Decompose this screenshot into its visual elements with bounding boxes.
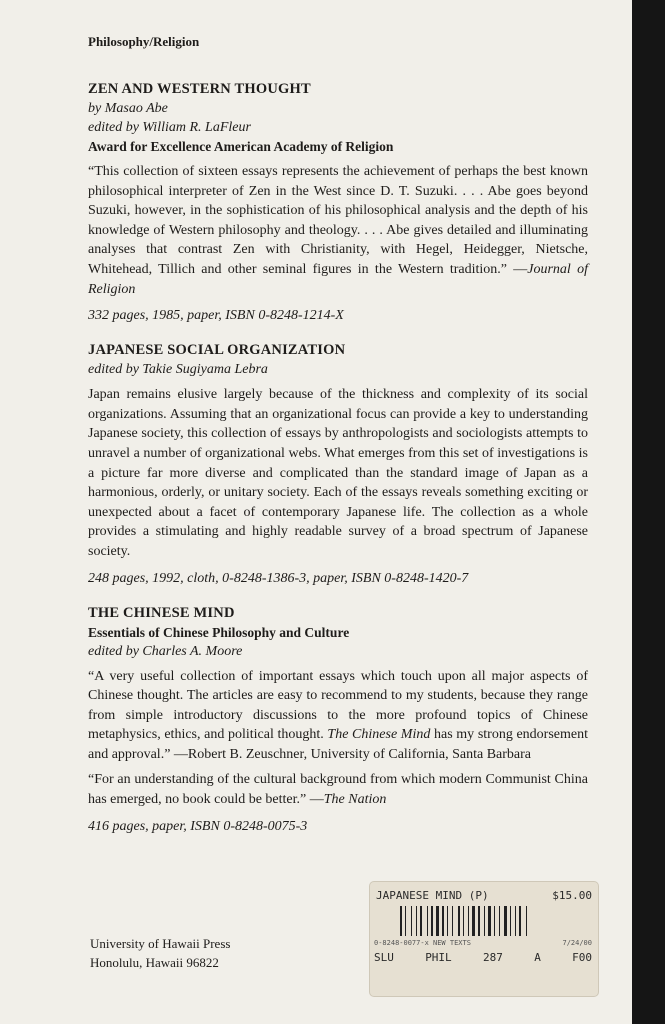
publisher-address: Honolulu, Hawaii 96822 — [90, 955, 219, 970]
quote-source: The Nation — [323, 792, 387, 808]
book-review-quote: “This collection of sixteen essays represents the achievement of perhaps the best known philosophical interpreter of Zen in the West since D. T. Suzuki. . . . Abe goes beyond Suzuki, however, in the sophistication of his philosophical analysis and the depth of his knowledge of Western philosophy and theology. . . . Abe gives detailed and illuminating analyses that contrast Zen with Christianity, with Hegel, Heidegger, Nietsche, Whitehead, Tillich and other seminal figures in the Western tradition.” —Journal of Religion — [88, 164, 588, 297]
sticker-title: JAPANESE MIND (P) — [376, 889, 489, 902]
sticker-section: F00 — [572, 951, 592, 964]
book-pubinfo: 248 pages, 1992, cloth, 0-8248-1386-3, paper, ISBN 0-8248-1420-7 — [88, 570, 469, 586]
publisher-name: University of Hawaii Press — [90, 936, 231, 951]
book-award: Award for Excellence American Academy of Religion — [88, 139, 394, 154]
sticker-price: $15.00 — [552, 889, 592, 902]
book-entry-chinese — [88, 604, 588, 836]
book-description: Japan remains elusive largely because of the thickness and complexity of its social organizations. Assuming that an organizational focus can provide a key to understanding Japanese society, this collection of essays by anthropologists and sociologists attempts to unravel a number of organizational webs. What emerges from this set of investigations is a picture far more diverse and complicated than the standard image of Japan as a harmonious, orderly, or unitary society. Each of the essays reveals something exciting or unexpected about a facet of contemporary Japanese life. The collection as a whole provides a stimulating and highly readable survey of a broad spectrum of Japanese society. — [88, 387, 588, 559]
book-title: THE CHINESE MIND — [88, 604, 235, 621]
book-spine-edge — [632, 0, 665, 1024]
sticker-number: 287 — [483, 951, 503, 964]
sticker-letter: A — [534, 951, 541, 964]
sticker-date: 7/24/00 — [562, 939, 592, 947]
book-review-quote: “A very useful collection of important essays which touch upon all major aspects of Chinese thought. The articles are easy to recommend to my students, because they range from simple introductory discussions to the more profound topics of Chinese metaphysics, ethics, and political thought. The Chinese Mind has my strong endorsement and approval.” —Robert B. Zeuschner, University of California, Santa Barbara — [88, 668, 588, 762]
category-label: Philosophy/Religion — [88, 34, 200, 49]
book-subtitle: Essentials of Chinese Philosophy and Culture — [88, 624, 350, 640]
book-title: JAPANESE SOCIAL ORGANIZATION — [88, 342, 346, 359]
book-editor: edited by Charles A. Moore — [88, 643, 243, 659]
content-column — [88, 34, 588, 852]
sticker-store: SLU — [374, 951, 394, 964]
book-review-quote: “For an understanding of the cultural background from which modern Communist China has emerged, no book could be better.” —The Nation — [88, 772, 588, 808]
book-author: by Masao Abe — [88, 101, 168, 116]
book-pubinfo: 332 pages, 1985, paper, ISBN 0-8248-1214-X — [88, 308, 344, 324]
sticker-dept: PHIL — [425, 951, 452, 964]
book-entry-zen — [88, 80, 588, 325]
book-editor: edited by William R. LaFleur — [88, 120, 251, 135]
book-title: ZEN AND WESTERN THOUGHT — [88, 81, 311, 97]
publisher-block — [90, 934, 230, 972]
book-entry-japanese — [88, 341, 588, 587]
sticker-code: 0-8248-0077-x NEW TEXTS — [374, 939, 471, 947]
price-sticker — [370, 882, 598, 996]
barcode-icon — [400, 906, 570, 936]
book-editor: edited by Takie Sugiyama Lebra — [88, 362, 268, 378]
quote-source: Journal of Religion — [88, 261, 588, 297]
book-pubinfo: 416 pages, paper, ISBN 0-8248-0075-3 — [88, 818, 308, 834]
